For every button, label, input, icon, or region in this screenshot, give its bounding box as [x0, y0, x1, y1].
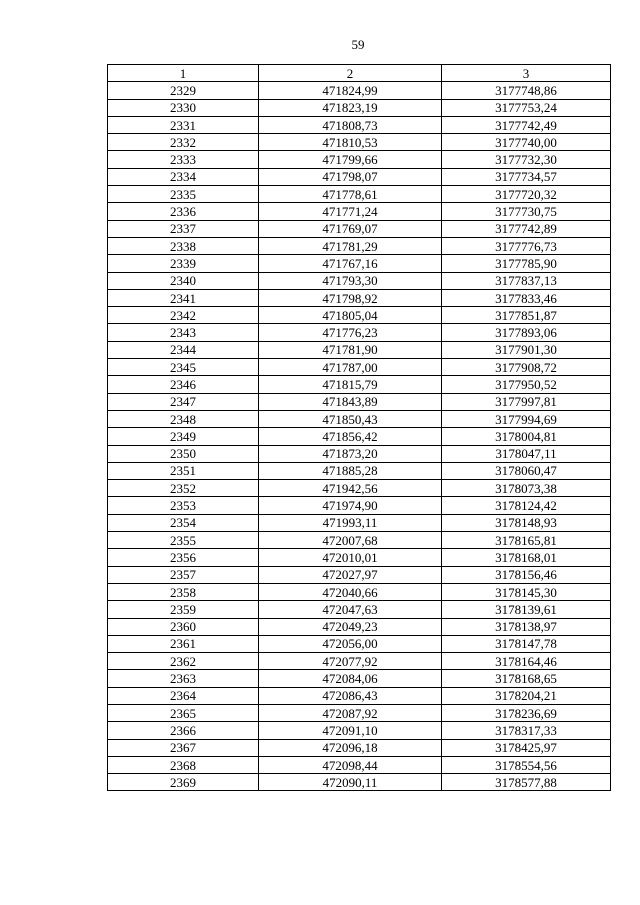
- table-row: [108, 566, 611, 583]
- column-header-3: 3: [442, 65, 611, 82]
- table-row: [108, 410, 611, 427]
- y-coordinate-cell: 3177997,81: [442, 393, 611, 410]
- table-row: [108, 237, 611, 254]
- y-coordinate-cell: 3177742,49: [442, 116, 611, 133]
- y-coordinate-cell: 3178554,56: [442, 756, 611, 773]
- point-number-cell: 2334: [108, 168, 259, 185]
- table-row: [108, 583, 611, 600]
- point-number-cell: 2360: [108, 618, 259, 635]
- y-coordinate-cell: 3178124,42: [442, 497, 611, 514]
- table-row: [108, 82, 611, 99]
- x-coordinate-cell: 471781,29: [259, 237, 442, 254]
- x-coordinate-cell: 471799,66: [259, 151, 442, 168]
- point-number-cell: 2333: [108, 151, 259, 168]
- point-number-cell: 2337: [108, 220, 259, 237]
- x-coordinate-cell: 471843,89: [259, 393, 442, 410]
- y-coordinate-cell: 3178138,97: [442, 618, 611, 635]
- table-row: [108, 272, 611, 289]
- table-row: [108, 532, 611, 549]
- x-coordinate-cell: 472007,68: [259, 532, 442, 549]
- table-row: [108, 393, 611, 410]
- point-number-cell: 2338: [108, 237, 259, 254]
- point-number-cell: 2329: [108, 82, 259, 99]
- x-coordinate-cell: 471767,16: [259, 255, 442, 272]
- y-coordinate-cell: 3178168,65: [442, 670, 611, 687]
- point-number-cell: 2344: [108, 341, 259, 358]
- x-coordinate-cell: 472090,11: [259, 774, 442, 791]
- table-row: [108, 514, 611, 531]
- x-coordinate-cell: 471942,56: [259, 480, 442, 497]
- y-coordinate-cell: 3177908,72: [442, 359, 611, 376]
- point-number-cell: 2345: [108, 359, 259, 376]
- point-number-cell: 2355: [108, 532, 259, 549]
- x-coordinate-cell: 472091,10: [259, 722, 442, 739]
- table-row: [108, 289, 611, 306]
- y-coordinate-cell: 3177851,87: [442, 307, 611, 324]
- x-coordinate-cell: 471824,99: [259, 82, 442, 99]
- point-number-cell: 2346: [108, 376, 259, 393]
- table-row: [108, 739, 611, 756]
- y-coordinate-cell: 3178577,88: [442, 774, 611, 791]
- table-row: [108, 186, 611, 203]
- y-coordinate-cell: 3177776,73: [442, 237, 611, 254]
- page-number: 59: [351, 37, 365, 52]
- x-coordinate-cell: 471778,61: [259, 186, 442, 203]
- table-header: [108, 65, 611, 82]
- column-header-1: 1: [108, 65, 259, 82]
- point-number-cell: 2343: [108, 324, 259, 341]
- table-row: [108, 601, 611, 618]
- y-coordinate-cell: 3178060,47: [442, 462, 611, 479]
- table-row: [108, 220, 611, 237]
- point-number-cell: 2368: [108, 756, 259, 773]
- y-coordinate-cell: 3178156,46: [442, 566, 611, 583]
- table-row: [108, 549, 611, 566]
- point-number-cell: 2367: [108, 739, 259, 756]
- point-number-cell: 2363: [108, 670, 259, 687]
- y-coordinate-cell: 3177720,32: [442, 186, 611, 203]
- table-row: [108, 722, 611, 739]
- table-body: [108, 82, 611, 791]
- y-coordinate-cell: 3178165,81: [442, 532, 611, 549]
- table-row: [108, 774, 611, 791]
- point-number-cell: 2352: [108, 480, 259, 497]
- y-coordinate-cell: 3178073,38: [442, 480, 611, 497]
- table-row: [108, 307, 611, 324]
- table-row: [108, 376, 611, 393]
- y-coordinate-cell: 3177732,30: [442, 151, 611, 168]
- point-number-cell: 2362: [108, 653, 259, 670]
- table-row: [108, 618, 611, 635]
- y-coordinate-cell: 3178236,69: [442, 704, 611, 721]
- x-coordinate-cell: 471993,11: [259, 514, 442, 531]
- y-coordinate-cell: 3178147,78: [442, 635, 611, 652]
- x-coordinate-cell: 472086,43: [259, 687, 442, 704]
- y-coordinate-cell: 3177893,06: [442, 324, 611, 341]
- y-coordinate-cell: 3177833,46: [442, 289, 611, 306]
- y-coordinate-cell: 3177740,00: [442, 134, 611, 151]
- point-number-cell: 2351: [108, 462, 259, 479]
- y-coordinate-cell: 3177748,86: [442, 82, 611, 99]
- x-coordinate-cell: 472027,97: [259, 566, 442, 583]
- table-row: [108, 480, 611, 497]
- point-number-cell: 2365: [108, 704, 259, 721]
- table-row: [108, 653, 611, 670]
- y-coordinate-cell: 3178164,46: [442, 653, 611, 670]
- x-coordinate-cell: 472040,66: [259, 583, 442, 600]
- table-row: [108, 670, 611, 687]
- x-coordinate-cell: 471815,79: [259, 376, 442, 393]
- point-number-cell: 2340: [108, 272, 259, 289]
- y-coordinate-cell: 3177837,13: [442, 272, 611, 289]
- point-number-cell: 2349: [108, 428, 259, 445]
- y-coordinate-cell: 3177742,89: [442, 220, 611, 237]
- y-coordinate-cell: 3178139,61: [442, 601, 611, 618]
- point-number-cell: 2350: [108, 445, 259, 462]
- point-number-cell: 2364: [108, 687, 259, 704]
- table-row: [108, 99, 611, 116]
- point-number-cell: 2335: [108, 186, 259, 203]
- table-row: [108, 255, 611, 272]
- x-coordinate-cell: 471885,28: [259, 462, 442, 479]
- point-number-cell: 2330: [108, 99, 259, 116]
- y-coordinate-cell: 3178145,30: [442, 583, 611, 600]
- x-coordinate-cell: 471776,23: [259, 324, 442, 341]
- y-coordinate-cell: 3177730,75: [442, 203, 611, 220]
- table-row: [108, 462, 611, 479]
- point-number-cell: 2348: [108, 410, 259, 427]
- y-coordinate-cell: 3178148,93: [442, 514, 611, 531]
- point-number-cell: 2358: [108, 583, 259, 600]
- column-header-2: 2: [259, 65, 442, 82]
- x-coordinate-cell: 471781,90: [259, 341, 442, 358]
- x-coordinate-cell: 471769,07: [259, 220, 442, 237]
- point-number-cell: 2353: [108, 497, 259, 514]
- x-coordinate-cell: 472084,06: [259, 670, 442, 687]
- x-coordinate-cell: 472056,00: [259, 635, 442, 652]
- coordinates-table: [107, 64, 611, 791]
- table-row: [108, 359, 611, 376]
- x-coordinate-cell: 471805,04: [259, 307, 442, 324]
- point-number-cell: 2331: [108, 116, 259, 133]
- point-number-cell: 2342: [108, 307, 259, 324]
- x-coordinate-cell: 471810,53: [259, 134, 442, 151]
- y-coordinate-cell: 3178317,33: [442, 722, 611, 739]
- table-row: [108, 134, 611, 151]
- point-number-cell: 2339: [108, 255, 259, 272]
- y-coordinate-cell: 3177901,30: [442, 341, 611, 358]
- x-coordinate-cell: 471873,20: [259, 445, 442, 462]
- x-coordinate-cell: 472098,44: [259, 756, 442, 773]
- point-number-cell: 2336: [108, 203, 259, 220]
- table-row: [108, 116, 611, 133]
- point-number-cell: 2341: [108, 289, 259, 306]
- y-coordinate-cell: 3178204,21: [442, 687, 611, 704]
- y-coordinate-cell: 3177994,69: [442, 410, 611, 427]
- x-coordinate-cell: 471798,07: [259, 168, 442, 185]
- y-coordinate-cell: 3178168,01: [442, 549, 611, 566]
- x-coordinate-cell: 471823,19: [259, 99, 442, 116]
- x-coordinate-cell: 471793,30: [259, 272, 442, 289]
- point-number-cell: 2357: [108, 566, 259, 583]
- point-number-cell: 2359: [108, 601, 259, 618]
- table-row: [108, 445, 611, 462]
- table-row: [108, 704, 611, 721]
- point-number-cell: 2347: [108, 393, 259, 410]
- table-row: [108, 151, 611, 168]
- x-coordinate-cell: 471974,90: [259, 497, 442, 514]
- table-row: [108, 687, 611, 704]
- x-coordinate-cell: 471771,24: [259, 203, 442, 220]
- x-coordinate-cell: 472077,92: [259, 653, 442, 670]
- table-row: [108, 341, 611, 358]
- point-number-cell: 2356: [108, 549, 259, 566]
- x-coordinate-cell: 472087,92: [259, 704, 442, 721]
- x-coordinate-cell: 471856,42: [259, 428, 442, 445]
- table-row: [108, 428, 611, 445]
- point-number-cell: 2332: [108, 134, 259, 151]
- x-coordinate-cell: 472096,18: [259, 739, 442, 756]
- table-row: [108, 756, 611, 773]
- x-coordinate-cell: 472010,01: [259, 549, 442, 566]
- x-coordinate-cell: 471808,73: [259, 116, 442, 133]
- x-coordinate-cell: 472047,63: [259, 601, 442, 618]
- point-number-cell: 2361: [108, 635, 259, 652]
- y-coordinate-cell: 3178004,81: [442, 428, 611, 445]
- y-coordinate-cell: 3177785,90: [442, 255, 611, 272]
- x-coordinate-cell: 471787,00: [259, 359, 442, 376]
- y-coordinate-cell: 3178047,11: [442, 445, 611, 462]
- table-row: [108, 203, 611, 220]
- x-coordinate-cell: 471850,43: [259, 410, 442, 427]
- y-coordinate-cell: 3177734,57: [442, 168, 611, 185]
- x-coordinate-cell: 472049,23: [259, 618, 442, 635]
- point-number-cell: 2366: [108, 722, 259, 739]
- table-row: [108, 497, 611, 514]
- y-coordinate-cell: 3177950,52: [442, 376, 611, 393]
- y-coordinate-cell: 3178425,97: [442, 739, 611, 756]
- y-coordinate-cell: 3177753,24: [442, 99, 611, 116]
- table-row: [108, 635, 611, 652]
- table-row: [108, 324, 611, 341]
- table-row: [108, 168, 611, 185]
- x-coordinate-cell: 471798,92: [259, 289, 442, 306]
- point-number-cell: 2354: [108, 514, 259, 531]
- header-row: [108, 65, 611, 82]
- point-number-cell: 2369: [108, 774, 259, 791]
